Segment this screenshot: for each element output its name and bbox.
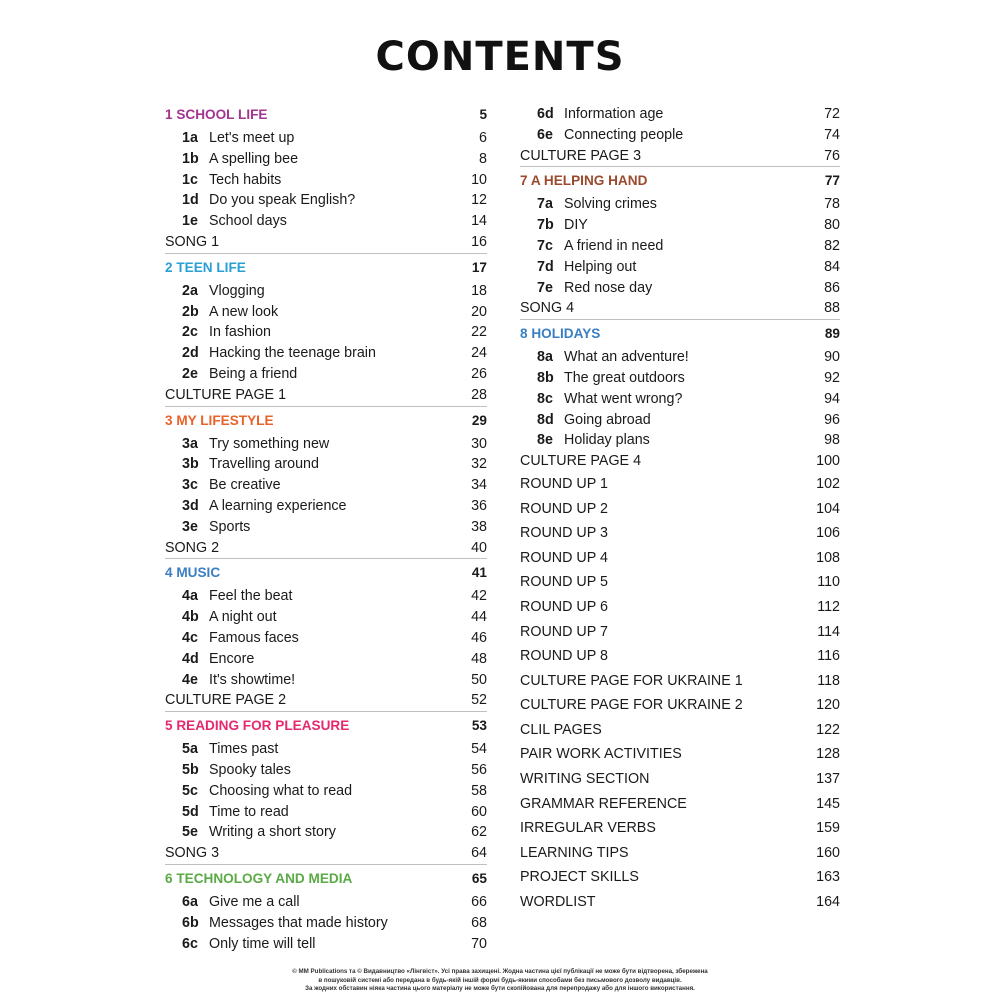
entry-label: CULTURE PAGE 4 — [520, 453, 642, 470]
page-number: 14 — [471, 213, 487, 230]
page-number: 46 — [471, 629, 487, 646]
entry-label: A new look — [209, 303, 279, 320]
entry-label: Writing a short story — [209, 824, 336, 841]
lesson-code: 3b — [182, 456, 199, 473]
section-entry — [520, 841, 840, 866]
unit-heading — [165, 864, 487, 892]
entry-label: Only time will tell — [209, 935, 316, 952]
lesson-entry — [165, 670, 487, 691]
lesson-entry — [520, 278, 840, 299]
lesson-code: 5e — [182, 824, 198, 841]
lesson-code: 8c — [537, 390, 553, 407]
entry-label: GRAMMAR REFERENCE — [520, 795, 687, 812]
lesson-code: 3a — [182, 435, 198, 452]
section-entry — [520, 669, 840, 694]
page-number: 159 — [816, 820, 840, 837]
lesson-code: 3c — [182, 477, 198, 494]
section-entry — [520, 298, 840, 319]
contents-right-column — [520, 104, 840, 915]
page-number: 116 — [817, 648, 840, 665]
entry-label: Going abroad — [564, 411, 651, 428]
lesson-code: 1e — [182, 213, 198, 230]
entry-label: Give me a call — [209, 893, 300, 910]
section-entry — [165, 232, 487, 253]
page-number: 110 — [817, 574, 840, 591]
entry-label: PAIR WORK ACTIVITIES — [520, 746, 682, 763]
entry-label: ROUND UP 7 — [520, 623, 608, 640]
page-number: 22 — [471, 324, 487, 341]
lesson-code: 6a — [182, 893, 198, 910]
lesson-code: 6b — [182, 914, 199, 931]
entry-label: ROUND UP 8 — [520, 648, 608, 665]
entry-label: IRREGULAR VERBS — [520, 820, 656, 837]
page-number: 17 — [471, 259, 487, 275]
entry-label: Try something new — [209, 435, 330, 452]
section-entry — [165, 690, 487, 711]
entry-label: Let's meet up — [209, 130, 295, 146]
lesson-code: 7a — [537, 196, 553, 213]
page-number: 90 — [824, 349, 840, 366]
entry-label: 3 MY LIFESTYLE — [165, 412, 274, 428]
lesson-entry — [165, 190, 487, 211]
entry-label: CULTURE PAGE FOR UKRAINE 1 — [520, 672, 743, 689]
entry-label: The great outdoors — [564, 369, 685, 386]
entry-label: Feel the beat — [209, 588, 293, 605]
lesson-entry — [165, 892, 487, 913]
section-entry — [165, 843, 487, 864]
lesson-code: 1a — [182, 130, 198, 146]
unit-heading — [165, 253, 487, 281]
page-number: 40 — [471, 539, 487, 556]
page-number: 52 — [471, 692, 487, 709]
lesson-code: 5d — [182, 803, 199, 820]
entry-label: Times past — [209, 741, 279, 758]
section-entry — [520, 546, 840, 571]
entry-label: Spooky tales — [209, 761, 291, 778]
lesson-entry — [165, 475, 487, 496]
lesson-code: 5c — [182, 782, 198, 799]
footer-line: © MM Publications та © Видавництво «Лінгвіст». Усі права захищені. Жодна частина цієї публікації не може бути відтворена, збережена — [292, 968, 708, 975]
lesson-code: 6c — [182, 935, 198, 952]
page-number: 54 — [471, 741, 487, 758]
entry-label: Choosing what to read — [209, 782, 353, 799]
page-number: 6 — [479, 130, 487, 146]
page-number: 145 — [816, 795, 840, 812]
lesson-entry — [165, 934, 487, 955]
lesson-entry — [520, 104, 840, 125]
lesson-entry — [165, 822, 487, 843]
entry-label: CULTURE PAGE 1 — [165, 386, 287, 403]
section-entry — [520, 620, 840, 645]
page-number: 86 — [824, 279, 840, 296]
entry-label: Be creative — [209, 477, 281, 494]
page-number: 160 — [816, 844, 840, 861]
page-number: 38 — [471, 518, 487, 535]
page-number: 18 — [471, 282, 487, 299]
section-entry — [520, 767, 840, 792]
entry-label: Vlogging — [209, 282, 265, 299]
lesson-code: 5b — [182, 761, 199, 778]
page-number: 60 — [471, 803, 487, 820]
lesson-code: 7c — [537, 237, 553, 254]
lesson-entry — [520, 194, 840, 215]
entry-label: School days — [209, 213, 287, 230]
lesson-code: 2c — [182, 324, 198, 341]
entry-label: WORDLIST — [520, 894, 596, 911]
lesson-entry — [165, 170, 487, 191]
page-number: 74 — [824, 126, 840, 143]
lesson-entry — [165, 434, 487, 455]
lesson-entry — [165, 586, 487, 607]
copyright-footer — [0, 968, 1000, 994]
page-number: 65 — [471, 870, 487, 886]
page-number: 120 — [816, 697, 840, 714]
footer-line: За жодних обставин ніяка частина цього матеріалу не може бути скопійована для перепродажу або для іншого використання. — [305, 985, 695, 992]
entry-label: SONG 3 — [165, 845, 220, 862]
lesson-entry — [165, 128, 487, 149]
page-number: 108 — [816, 549, 840, 566]
lesson-entry — [520, 125, 840, 146]
entry-label: Do you speak English? — [209, 192, 356, 209]
lesson-entry — [165, 802, 487, 823]
lesson-code: 1b — [182, 150, 199, 167]
page-title: CONTENTS — [375, 34, 625, 80]
entry-label: PROJECT SKILLS — [520, 869, 639, 886]
entry-label: Being a friend — [209, 365, 298, 382]
entry-label: A friend in need — [564, 237, 664, 254]
lesson-entry — [165, 739, 487, 760]
entry-label: Holiday plans — [564, 432, 650, 449]
lesson-code: 7d — [537, 258, 554, 275]
lesson-code: 4c — [182, 629, 198, 646]
entry-label: CULTURE PAGE 3 — [520, 147, 642, 164]
section-entry — [165, 385, 487, 406]
unit-heading — [520, 166, 840, 194]
entry-label: 4 MUSIC — [165, 565, 221, 581]
lesson-code: 7b — [537, 217, 554, 234]
page-number: 64 — [471, 845, 487, 862]
unit-heading — [165, 558, 487, 586]
lesson-entry — [165, 454, 487, 475]
entry-label: Red nose day — [564, 279, 653, 296]
page-number: 112 — [817, 598, 840, 615]
lesson-code: 4e — [182, 671, 198, 688]
lesson-code: 8b — [537, 369, 554, 386]
page-number: 70 — [471, 935, 487, 952]
section-entry — [520, 570, 840, 595]
lesson-entry — [165, 517, 487, 538]
lesson-code: 3e — [182, 518, 198, 535]
page-number: 20 — [471, 303, 487, 320]
page-number: 34 — [471, 477, 487, 494]
entry-label: Tech habits — [209, 171, 282, 188]
lesson-entry — [165, 149, 487, 170]
page-number: 106 — [816, 525, 840, 542]
lesson-code: 4a — [182, 588, 198, 605]
page-number: 50 — [471, 671, 487, 688]
lesson-code: 8a — [537, 349, 553, 366]
lesson-entry — [165, 781, 487, 802]
lesson-entry — [520, 368, 840, 389]
section-entry — [520, 521, 840, 546]
page-number: 16 — [471, 233, 487, 250]
unit-heading — [165, 406, 487, 434]
entry-label: Information age — [564, 106, 664, 122]
page-number: 36 — [471, 497, 487, 514]
page-number: 84 — [824, 258, 840, 275]
lesson-entry — [520, 236, 840, 257]
lesson-entry — [520, 430, 840, 451]
page-number: 88 — [824, 300, 840, 317]
entry-label: A spelling bee — [209, 150, 299, 167]
page-number: 12 — [471, 192, 487, 209]
lesson-code: 8e — [537, 432, 553, 449]
lesson-entry — [165, 607, 487, 628]
page-number: 89 — [824, 326, 840, 342]
footer-line: в пошуковій системі або передана в будь-якій іншій формі будь-якими способами без письмового дозволу видавців. — [318, 976, 682, 984]
entry-label: ROUND UP 5 — [520, 574, 608, 591]
section-entry — [165, 538, 487, 559]
lesson-entry — [520, 389, 840, 410]
lesson-entry — [520, 347, 840, 368]
entry-label: In fashion — [209, 324, 271, 341]
entry-label: Hacking the teenage brain — [209, 345, 376, 362]
entry-label: What went wrong? — [564, 390, 683, 407]
entry-label: Connecting people — [564, 126, 684, 143]
page-number: 118 — [817, 672, 840, 689]
page-number: 26 — [471, 365, 487, 382]
page-number: 94 — [824, 390, 840, 407]
entry-label: Encore — [209, 650, 255, 667]
entry-label: Travelling around — [209, 456, 319, 473]
page-number: 72 — [824, 106, 840, 122]
page-number: 92 — [824, 369, 840, 386]
lesson-code: 2a — [182, 282, 198, 299]
lesson-code: 7e — [537, 279, 553, 296]
entry-label: SONG 2 — [165, 539, 220, 556]
lesson-entry — [165, 628, 487, 649]
page-number: 24 — [471, 345, 487, 362]
entry-label: Time to read — [209, 803, 289, 820]
lesson-entry — [165, 364, 487, 385]
lesson-code: 2b — [182, 303, 199, 320]
entry-label: 6 TECHNOLOGY AND MEDIA — [165, 870, 353, 886]
lesson-code: 2e — [182, 365, 198, 382]
lesson-entry — [165, 760, 487, 781]
entry-label: Sports — [209, 518, 251, 535]
page-number: 98 — [824, 432, 840, 449]
section-entry — [520, 693, 840, 718]
lesson-entry — [165, 211, 487, 232]
page-number: 104 — [816, 500, 840, 517]
page-number: 80 — [824, 217, 840, 234]
page-number: 100 — [816, 453, 840, 470]
entry-label: Messages that made history — [209, 914, 388, 931]
section-entry — [520, 890, 840, 915]
page-number: 76 — [824, 147, 840, 164]
page-number: 10 — [471, 171, 487, 188]
entry-label: CULTURE PAGE FOR UKRAINE 2 — [520, 697, 743, 714]
lesson-entry — [165, 343, 487, 364]
entry-label: 1 SCHOOL LIFE — [165, 107, 268, 122]
page-number: 68 — [471, 914, 487, 931]
lesson-code: 4b — [182, 609, 199, 626]
section-entry — [520, 865, 840, 890]
page-number: 96 — [824, 411, 840, 428]
unit-heading — [165, 711, 487, 739]
page-number: 32 — [471, 456, 487, 473]
lesson-code: 5a — [182, 741, 198, 758]
lesson-entry — [520, 257, 840, 278]
page-number: 42 — [471, 588, 487, 605]
lesson-code: 1c — [182, 171, 198, 188]
page-number: 137 — [816, 771, 840, 788]
lesson-entry — [165, 281, 487, 302]
section-entry — [520, 644, 840, 669]
page-number: 78 — [824, 196, 840, 213]
entry-label: A night out — [209, 609, 277, 626]
entry-label: It's showtime! — [209, 671, 296, 688]
lesson-entry — [165, 302, 487, 323]
page-number: 29 — [471, 412, 487, 428]
lesson-entry — [520, 215, 840, 236]
section-entry — [520, 146, 840, 167]
lesson-entry — [165, 913, 487, 934]
lesson-code: 6d — [537, 106, 554, 122]
entry-label: LEARNING TIPS — [520, 844, 629, 861]
page-number: 56 — [471, 761, 487, 778]
lesson-entry — [165, 322, 487, 343]
page-number: 5 — [479, 107, 487, 122]
lesson-code: 8d — [537, 411, 554, 428]
entry-label: ROUND UP 1 — [520, 475, 608, 492]
lesson-entry — [165, 649, 487, 670]
lesson-code: 2d — [182, 345, 199, 362]
page-number: 114 — [817, 623, 840, 640]
entry-label: Helping out — [564, 258, 637, 275]
lesson-entry — [520, 410, 840, 431]
page-number: 128 — [816, 746, 840, 763]
section-entry — [520, 451, 840, 472]
entry-label: CULTURE PAGE 2 — [165, 692, 287, 709]
page-number: 53 — [471, 718, 487, 734]
unit-heading — [520, 319, 840, 347]
page-number: 44 — [471, 609, 487, 626]
lesson-code: 3d — [182, 497, 199, 514]
entry-label: ROUND UP 4 — [520, 549, 608, 566]
page-number: 122 — [816, 721, 840, 738]
entry-label: Famous faces — [209, 629, 299, 646]
page-number: 102 — [816, 475, 840, 492]
unit-heading — [165, 104, 487, 128]
page-number: 48 — [471, 650, 487, 667]
entry-label: 5 READING FOR PLEASURE — [165, 718, 350, 734]
section-entry — [520, 792, 840, 817]
section-entry — [520, 816, 840, 841]
entry-label: ROUND UP 6 — [520, 598, 608, 615]
section-entry — [520, 472, 840, 497]
lesson-code: 4d — [182, 650, 199, 667]
section-entry — [520, 595, 840, 620]
lesson-code: 1d — [182, 192, 199, 209]
page-number: 41 — [471, 565, 487, 581]
entry-label: 8 HOLIDAYS — [520, 326, 601, 342]
entry-label: ROUND UP 2 — [520, 500, 608, 517]
page-number: 30 — [471, 435, 487, 452]
entry-label: SONG 4 — [520, 300, 575, 317]
entry-label: 2 TEEN LIFE — [165, 259, 246, 275]
lesson-code: 6e — [537, 126, 553, 143]
page-number: 62 — [471, 824, 487, 841]
entry-label: WRITING SECTION — [520, 771, 650, 788]
entry-label: SONG 1 — [165, 233, 220, 250]
page-number: 163 — [816, 869, 840, 886]
page-number: 164 — [816, 894, 840, 911]
lesson-entry — [165, 496, 487, 517]
entry-label: What an adventure! — [564, 349, 689, 366]
entry-label: 7 A HELPING HAND — [520, 173, 648, 189]
page-number: 28 — [471, 386, 487, 403]
section-entry — [520, 718, 840, 743]
section-entry — [520, 742, 840, 767]
page-number: 8 — [479, 150, 487, 167]
entry-label: Solving crimes — [564, 196, 657, 213]
contents-left-column — [165, 104, 487, 954]
entry-label: DIY — [564, 217, 588, 234]
entry-label: CLIL PAGES — [520, 721, 602, 738]
page-number: 77 — [824, 173, 840, 189]
page-number: 58 — [471, 782, 487, 799]
section-entry — [520, 497, 840, 522]
entry-label: ROUND UP 3 — [520, 525, 608, 542]
page-number: 82 — [824, 237, 840, 254]
entry-label: A learning experience — [209, 497, 347, 514]
page-number: 66 — [471, 893, 487, 910]
